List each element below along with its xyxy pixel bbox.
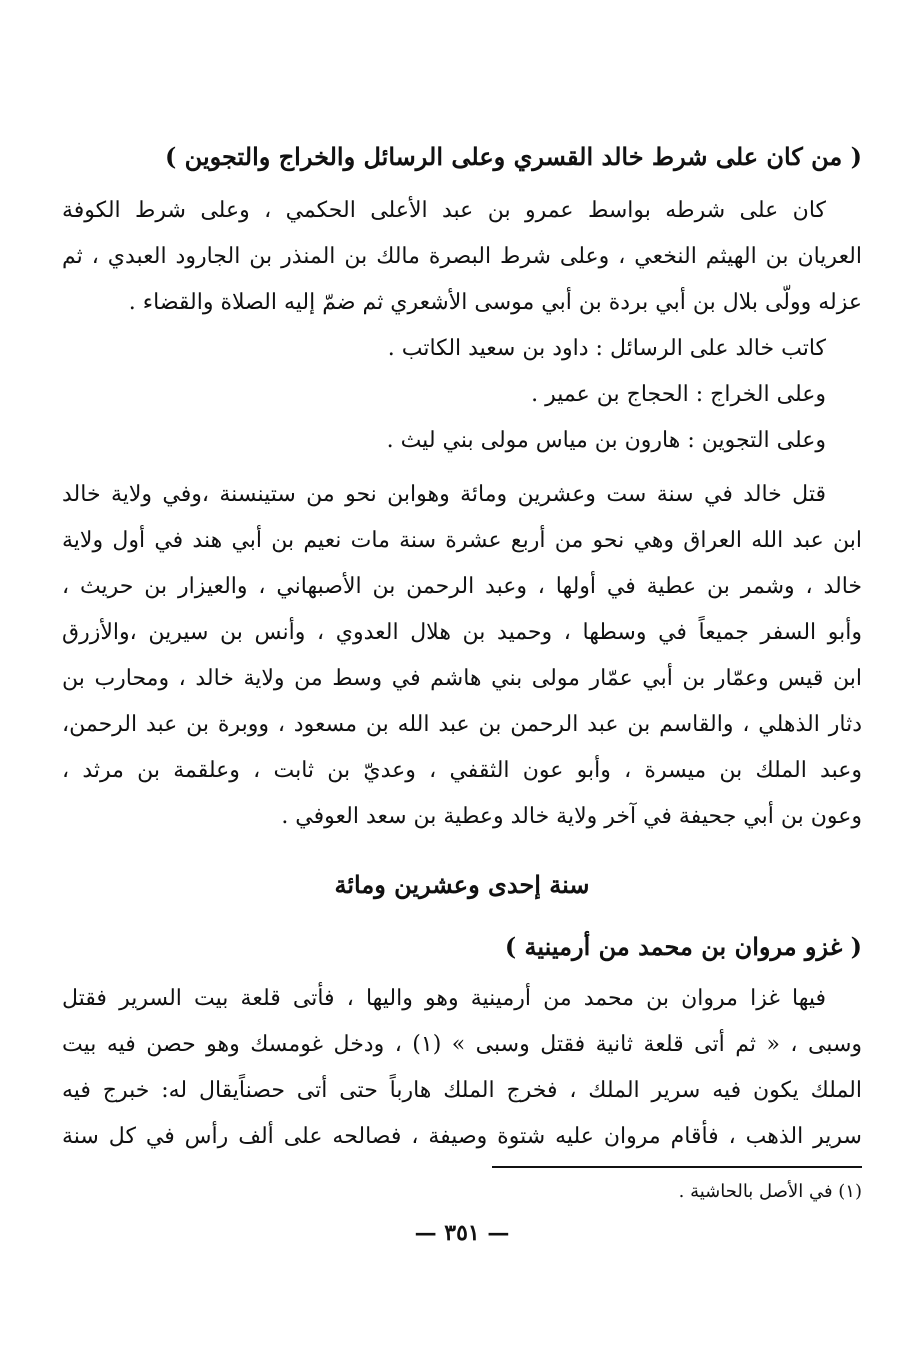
year-heading-text: سنة إحدى وعشرين ومائة: [334, 870, 590, 899]
section-heading-shurta: [62, 140, 862, 174]
paragraph-line: الملك يكون فيه سرير الملك ، فخرج الملك هارباً حتى أتى حصناًيقال له: خبرج فيه: [62, 1078, 862, 1103]
paragraph-line: كان على شرطه بواسط عمرو بن عبد الأعلى الحكمي ، وعلى شرط الكوفة: [62, 198, 826, 223]
paragraph-line: قتل خالد في سنة ست وعشرين ومائة وهوابن نحو من ستينسنة ،وفي ولاية خالد: [62, 482, 826, 507]
paragraph-line: وعبد الملك بن ميسرة ، وأبو عون الثقفي ، وعديّ بن ثابت ، وعلقمة بن مرثد ،: [62, 758, 862, 783]
footnote: [62, 1178, 862, 1206]
paragraph-line: فيها غزا مروان بن محمد من أرمينية وهو واليها ، فأتى قلعة بيت السرير فقتل: [62, 986, 826, 1011]
section-heading-text: ( غزو مروان بن محمد من أرمينية ): [504, 932, 862, 961]
year-heading: [62, 868, 862, 902]
paragraph-line: عزله وولّى بلال بن أبي بردة بن أبي موسى الأشعري ثم ضمّ إليه الصلاة والقضاء .: [128, 290, 862, 315]
official-line-tajwin: وعلى التجوين : هارون بن مياس مولى بني ليث .: [386, 428, 826, 453]
paragraph-line: وسبى ، « ثم أتى قلعة ثانية فقتل وسبى » (١) ، ودخل غومسك وهو حصن فيه بيت: [62, 1032, 862, 1057]
paragraph-marwan: [62, 976, 862, 1160]
section-heading-text: ( من كان على شرط خالد القسري وعلى الرسائل والخراج والتجوين ): [164, 142, 862, 171]
paragraph-line: وأبو السفر جميعاً في وسطها ، وحميد بن هلال العدوي ، وأنس بن سيرين ،والأزرق: [62, 620, 862, 645]
footnote-divider: [492, 1166, 862, 1168]
officials-list: [62, 326, 862, 464]
page-number-text: — ٣٥١ —: [414, 1220, 510, 1246]
paragraph-line: وعون بن أبي جحيفة في آخر ولاية خالد وعطية بن سعد العوفي .: [281, 804, 862, 829]
paragraph-line: خالد ، وشمر بن عطية في أولها ، وعبد الرحمن بن الأصبهاني ، والعيزار بن حريث ،: [62, 574, 862, 599]
paragraph-line: سرير الذهب ، فأقام مروان عليه شتوة وصيفة ، فصالحه على ألف رأس في كل سنة: [62, 1124, 862, 1149]
paragraph-shurta: [62, 188, 862, 326]
footnote-text: (١) في الأصل بالحاشية .: [678, 1181, 862, 1202]
paragraph-line: دثار الذهلي ، والقاسم بن عبد الرحمن بن عبد الله بن مسعود ، ووبرة بن عبد الرحمن،: [62, 712, 862, 737]
paragraph-line: العريان بن الهيثم النخعي ، وعلى شرط البصرة مالك بن المنذر بن الجارود العبدي ، ثم: [62, 244, 862, 269]
official-line-rasail: كاتب خالد على الرسائل : داود بن سعيد الكاتب .: [387, 336, 826, 361]
official-line-kharaj: وعلى الخراج : الحجاج بن عمير .: [531, 382, 826, 407]
paragraph-line: ابن عبد الله العراق وهي نحو من أربع عشرة سنة مات نعيم بن أبي هند في أول ولاية: [62, 528, 862, 553]
paragraph-deaths: [62, 472, 862, 840]
paragraph-line: ابن قيس وعمّار بن أبي عمّار مولى بني هاشم في وسط من ولاية خالد ، ومحارب بن: [62, 666, 862, 691]
section-heading-ghazw: [62, 930, 862, 964]
page-number: [0, 1220, 924, 1246]
